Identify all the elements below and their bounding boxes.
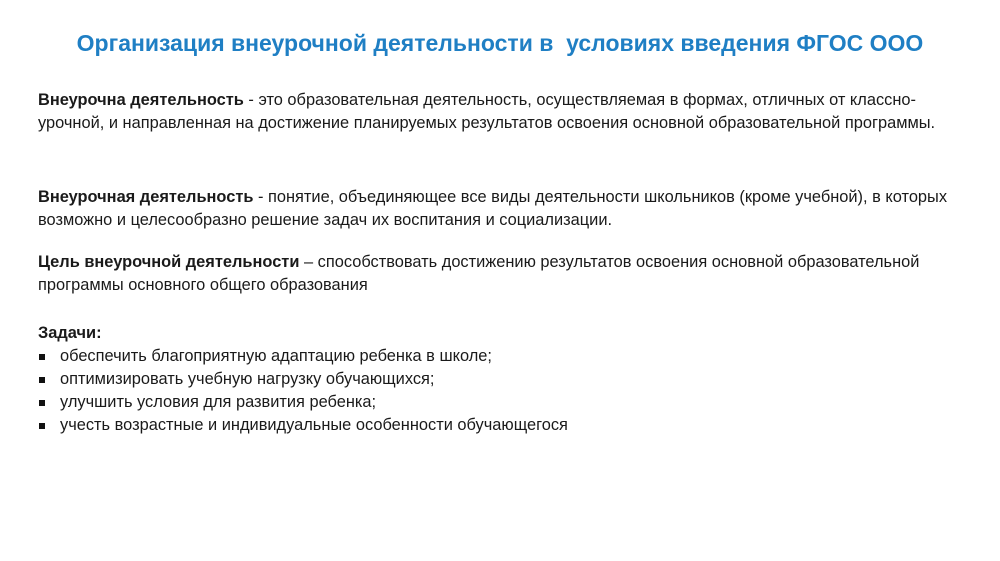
task-text: обеспечить благоприятную адаптацию ребенка в школе; — [60, 347, 492, 365]
definition-paragraph-2 — [38, 186, 973, 232]
square-bullet-icon — [39, 400, 45, 406]
definition-text: - понятие, объединяющее все виды деятельности школьников (кроме учебной), в которых возможно и целесообразно решение задач их воспитания и социализации. — [38, 188, 948, 229]
definition-paragraph-1 — [38, 89, 973, 135]
square-bullet-icon — [39, 377, 45, 383]
tasks-title: Задачи: — [38, 324, 102, 342]
task-text: улучшить условия для развития ребенка; — [60, 393, 377, 411]
list-item — [38, 391, 973, 414]
list-item — [38, 414, 973, 437]
goal-paragraph — [38, 251, 973, 297]
goal-text: – способствовать достижению результатов освоения основной образовательной программы основного общего образования — [38, 253, 920, 294]
square-bullet-icon — [39, 423, 45, 429]
list-item — [38, 368, 973, 391]
slide-title: Организация внеурочной деятельности в условиях введения ФГОС ООО — [76, 30, 924, 56]
list-item — [38, 345, 973, 368]
task-text: оптимизировать учебную нагрузку обучающихся; — [60, 370, 435, 388]
tasks-section — [38, 322, 973, 437]
tasks-list — [38, 345, 973, 437]
definition-text: - это образовательная деятельность, осуществляемая в формах, отличных от классно-урочной, и направленная на достижение планируемых результатов освоения основной образовательной программы. — [38, 91, 936, 132]
task-text: учесть возрастные и индивидуальные особенности обучающегося — [60, 416, 568, 434]
definition-term: Внеурочна деятельность — [38, 91, 244, 109]
square-bullet-icon — [39, 354, 45, 360]
definition-term: Внеурочная деятельность — [38, 188, 254, 206]
goal-term: Цель внеурочной деятельности — [38, 253, 300, 271]
